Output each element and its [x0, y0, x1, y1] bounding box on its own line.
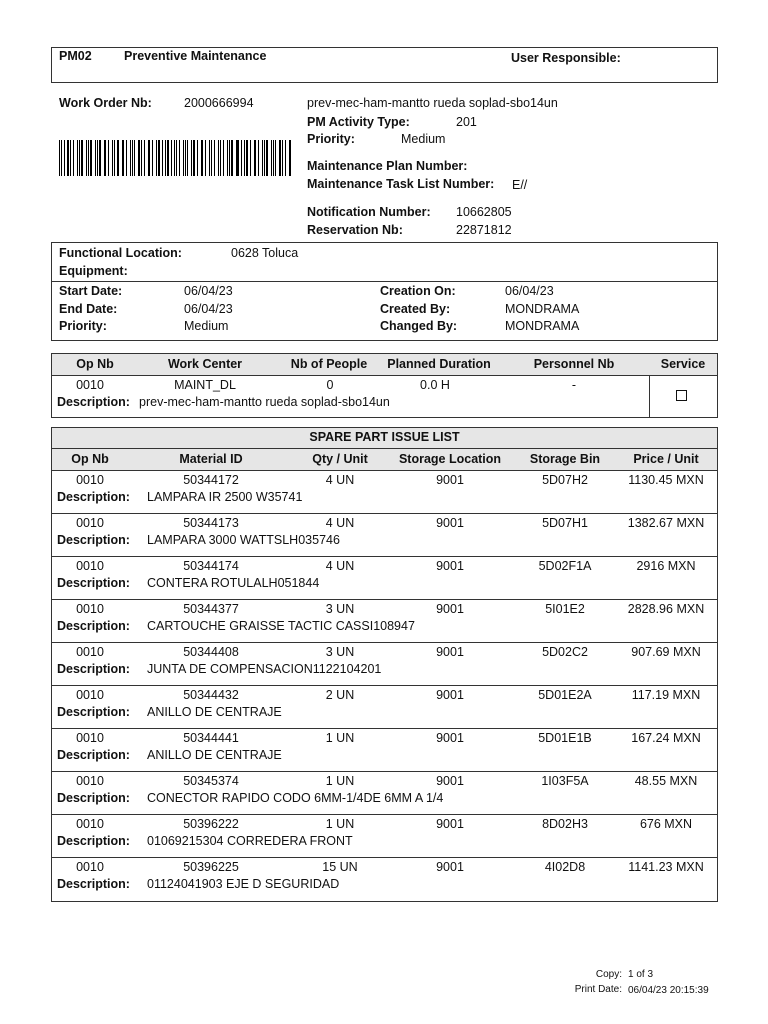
spare-row-description-value: LAMPARA 3000 WATTSLH035746: [147, 533, 340, 547]
spare-row-price: 48.55 MXN: [634, 774, 698, 788]
ops-header-op-nb: Op Nb: [76, 357, 114, 371]
user-responsible-label: User Responsible:: [511, 51, 621, 65]
spare-row-storage-bin: 5D02C2: [542, 645, 588, 659]
created-by-label: Created By:: [380, 302, 451, 316]
spare-row-op-nb: 0010: [76, 817, 104, 831]
spare-row-material-id: 50344174: [183, 559, 239, 573]
barcode-bar: [244, 140, 245, 176]
barcode-bar: [122, 140, 123, 176]
barcode-bar: [79, 140, 80, 176]
spare-row-description-label: Description:: [57, 662, 130, 676]
service-checkbox[interactable]: [676, 390, 687, 401]
spare-row-description-label: Description:: [57, 490, 130, 504]
spare-row-price: 117.19 MXN: [631, 688, 701, 702]
spare-row-op-nb: 0010: [76, 559, 104, 573]
spare-row-storage-bin: 4I02D8: [544, 860, 586, 874]
spare-row-material-id: 50345374: [183, 774, 239, 788]
spare-row-qty: 4 UN: [325, 559, 355, 573]
spare-row-divider: [51, 814, 718, 815]
priority-label: Priority:: [307, 132, 355, 146]
barcode-bar: [64, 140, 65, 176]
barcode-bar: [185, 140, 186, 176]
spare-row-qty: 1 UN: [325, 817, 355, 831]
barcode-bar: [237, 140, 238, 176]
spare-header-material-id: Material ID: [179, 452, 243, 466]
spare-row-op-nb: 0010: [76, 774, 104, 788]
ops-row-people: 0: [326, 378, 334, 392]
spare-row-divider: [51, 728, 718, 729]
spare-row-qty: 2 UN: [325, 688, 355, 702]
ops-header-work-center: Work Center: [167, 357, 243, 371]
spare-parts-title: SPARE PART ISSUE LIST: [309, 430, 460, 444]
spare-row-divider: [51, 513, 718, 514]
barcode-bar: [211, 140, 212, 176]
barcode-bar: [250, 140, 251, 176]
work-order-barcode: [59, 140, 293, 176]
spare-row-storage-location: 9001: [436, 774, 464, 788]
spare-row-description-label: Description:: [57, 791, 130, 805]
barcode-bar: [229, 140, 230, 176]
barcode-bar: [90, 140, 92, 176]
functional-location-value: 0628 Toluca: [231, 246, 299, 260]
barcode-bar: [201, 140, 202, 176]
barcode-bar: [258, 140, 259, 176]
ops-row-personnel: -: [571, 378, 577, 392]
barcode-bar: [141, 140, 142, 176]
service-column-divider: [649, 375, 650, 418]
spare-header-storage-bin: Storage Bin: [529, 452, 601, 466]
barcode-bar: [187, 140, 188, 176]
dates-priority-label: Priority:: [59, 319, 107, 333]
spare-row-divider: [51, 642, 718, 643]
barcode-bar: [271, 140, 272, 176]
spare-row-price: 2828.96 MXN: [627, 602, 705, 616]
spare-row-description-value: LAMPARA IR 2500 W35741: [147, 490, 303, 504]
spare-row-divider: [51, 771, 718, 772]
spare-row-material-id: 50396225: [183, 860, 239, 874]
barcode-bar: [254, 140, 255, 176]
spare-row-op-nb: 0010: [76, 860, 104, 874]
barcode-bar: [97, 140, 98, 176]
spare-row-material-id: 50344172: [183, 473, 239, 487]
end-date-label: End Date:: [59, 302, 118, 316]
task-list-value: E//: [512, 178, 528, 192]
spare-row-storage-bin: 8D02H3: [542, 817, 588, 831]
spare-row-description-value: CONECTOR RAPIDO CODO 6MM-1/4DE 6MM A 1/4: [147, 791, 444, 805]
ops-row-op-nb: 0010: [76, 378, 104, 392]
spare-row-qty: 4 UN: [325, 516, 355, 530]
barcode-bar: [77, 140, 78, 176]
spare-row-material-id: 50344377: [183, 602, 239, 616]
work-order-value: 2000666994: [184, 96, 254, 110]
spare-header-qty: Qty / Unit: [312, 452, 368, 466]
barcode-bar: [117, 140, 119, 176]
spare-row-description-value: ANILLO DE CENTRAJE: [147, 748, 282, 762]
barcode-bar: [179, 140, 180, 176]
spare-row-divider: [51, 857, 718, 858]
barcode-bar: [158, 140, 159, 176]
barcode-bar: [285, 140, 286, 176]
barcode-bar: [95, 140, 96, 176]
spare-row-divider: [51, 685, 718, 686]
barcode-bar: [105, 140, 106, 176]
ops-row-description-label: Description:: [57, 395, 130, 409]
barcode-bar: [290, 140, 291, 176]
barcode-bar: [152, 140, 153, 176]
barcode-bar: [167, 140, 169, 176]
spare-header-price: Price / Unit: [633, 452, 699, 466]
barcode-bar: [223, 140, 224, 176]
barcode-bar: [165, 140, 166, 176]
spare-row-storage-bin: 5D01E1B: [538, 731, 592, 745]
spare-row-storage-bin: 1I03F5A: [541, 774, 589, 788]
spare-row-op-nb: 0010: [76, 688, 104, 702]
barcode-bar: [171, 140, 172, 176]
spare-header-storage-location: Storage Location: [398, 452, 502, 466]
spare-row-storage-location: 9001: [436, 645, 464, 659]
barcode-bar: [104, 140, 105, 176]
spare-row-op-nb: 0010: [76, 602, 104, 616]
spare-row-description-label: Description:: [57, 619, 130, 633]
ops-row-description-value: prev-mec-ham-mantto rueda soplad-sbo14un: [139, 395, 390, 409]
equipment-label: Equipment:: [59, 264, 128, 278]
functional-location-label: Functional Location:: [59, 246, 182, 260]
spare-row-material-id: 50344441: [183, 731, 239, 745]
spare-row-storage-location: 9001: [436, 860, 464, 874]
spare-row-storage-bin: 5D07H1: [542, 516, 588, 530]
spare-row-price: 2916 MXN: [636, 559, 696, 573]
spare-row-storage-bin: 5D07H2: [542, 473, 588, 487]
copy-label: Copy:: [595, 969, 622, 980]
barcode-bar: [148, 140, 149, 176]
changed-by-label: Changed By:: [380, 319, 458, 333]
barcode-bar: [202, 140, 203, 176]
spare-row-op-nb: 0010: [76, 731, 104, 745]
barcode-bar: [86, 140, 87, 176]
spare-row-qty: 1 UN: [325, 731, 355, 745]
spare-header-divider: [51, 470, 718, 471]
location-divider: [51, 281, 718, 282]
barcode-bar: [59, 140, 60, 176]
barcode-bar: [273, 140, 274, 176]
spare-row-description-label: Description:: [57, 533, 130, 547]
barcode-bar: [130, 140, 131, 176]
spare-row-description-label: Description:: [57, 877, 130, 891]
spare-row-description-value: 01124041903 EJE D SEGURIDAD: [147, 877, 340, 891]
spare-row-qty: 1 UN: [325, 774, 355, 788]
pm-activity-value: 201: [456, 115, 477, 129]
barcode-bar: [255, 140, 256, 176]
spare-row-divider: [51, 556, 718, 557]
barcode-bar: [134, 140, 135, 176]
spare-row-price: 907.69 MXN: [631, 645, 701, 659]
reservation-label: Reservation Nb:: [307, 223, 403, 237]
barcode-bar: [73, 140, 74, 176]
work-order-description: prev-mec-ham-mantto rueda soplad-sbo14un: [307, 96, 558, 110]
spare-row-material-id: 50344173: [183, 516, 239, 530]
barcode-bar: [126, 140, 127, 176]
barcode-bar: [227, 140, 228, 176]
spare-row-storage-location: 9001: [436, 473, 464, 487]
created-by-value: MONDRAMA: [505, 302, 580, 316]
barcode-bar: [275, 140, 276, 176]
start-date-label: Start Date:: [59, 284, 123, 298]
ops-header-personnel: Personnel Nb: [533, 357, 615, 371]
priority-value: Medium: [401, 132, 446, 146]
spare-row-op-nb: 0010: [76, 645, 104, 659]
barcode-bar: [70, 140, 72, 176]
barcode-bar: [209, 140, 210, 176]
spare-row-description-value: JUNTA DE COMPENSACION1122104201: [147, 662, 382, 676]
spare-row-price: 167.24 MXN: [631, 731, 701, 745]
barcode-bar: [88, 140, 89, 176]
maintenance-plan-label: Maintenance Plan Number:: [307, 159, 468, 173]
barcode-bar: [289, 140, 290, 176]
barcode-bar: [205, 140, 206, 176]
barcode-bar: [264, 140, 265, 176]
ops-row-duration: 0.0 H: [420, 378, 450, 392]
barcode-bar: [236, 140, 237, 176]
spare-row-material-id: 50344432: [183, 688, 239, 702]
spare-row-storage-location: 9001: [436, 731, 464, 745]
spare-row-price: 1141.23 MXN: [628, 860, 704, 874]
creation-on-value: 06/04/23: [505, 284, 554, 298]
barcode-bar: [220, 140, 221, 176]
creation-on-label: Creation On:: [380, 284, 456, 298]
spare-row-description-value: CONTERA ROTULALH051844: [147, 576, 320, 590]
copy-value: 1 of 3: [628, 969, 654, 980]
spare-row-description-label: Description:: [57, 705, 130, 719]
reservation-value: 22871812: [456, 223, 512, 237]
spare-row-storage-bin: 5I01E2: [545, 602, 585, 616]
ops-header-people: Nb of People: [290, 357, 368, 371]
print-date-label: Print Date:: [574, 984, 622, 995]
spare-row-qty: 4 UN: [325, 473, 355, 487]
barcode-bar: [156, 140, 157, 176]
barcode-bar: [123, 140, 124, 176]
pm-activity-label: PM Activity Type:: [307, 115, 410, 129]
task-list-label: Maintenance Task List Number:: [307, 177, 495, 191]
spare-row-description-value: ANILLO DE CENTRAJE: [147, 705, 282, 719]
spare-row-description-value: CARTOUCHE GRAISSE TACTIC CASSI108947: [147, 619, 415, 633]
ops-header-duration: Planned Duration: [387, 357, 491, 371]
barcode-bar: [67, 140, 68, 176]
barcode-bar: [99, 140, 100, 176]
dates-priority-value: Medium: [184, 319, 229, 333]
notification-label: Notification Number:: [307, 205, 431, 219]
spare-row-storage-location: 9001: [436, 516, 464, 530]
barcode-bar: [193, 140, 195, 176]
changed-by-value: MONDRAMA: [505, 319, 580, 333]
document-title: Preventive Maintenance: [124, 49, 267, 63]
spare-row-divider: [51, 599, 718, 600]
barcode-bar: [162, 140, 163, 176]
spare-row-qty: 15 UN: [322, 860, 358, 874]
barcode-bar: [176, 140, 177, 176]
spare-row-price: 676 MXN: [639, 817, 693, 831]
barcode-bar: [61, 140, 62, 176]
spare-row-op-nb: 0010: [76, 516, 104, 530]
barcode-bar: [81, 140, 82, 176]
operations-header-divider: [51, 375, 718, 376]
spare-row-storage-location: 9001: [436, 688, 464, 702]
barcode-bar: [197, 140, 198, 176]
barcode-bar: [108, 140, 109, 176]
barcode-bar: [218, 140, 220, 176]
notification-value: 10662805: [456, 205, 512, 219]
ops-header-service: Service: [660, 357, 706, 371]
barcode-bar: [174, 140, 175, 176]
spare-row-op-nb: 0010: [76, 473, 104, 487]
print-date-value: 06/04/23 20:15:39: [628, 985, 709, 996]
barcode-bar: [262, 140, 263, 176]
spare-row-description-value: 01069215304 CORREDERA FRONT: [147, 834, 353, 848]
start-date-value: 06/04/23: [184, 284, 233, 298]
spare-row-price: 1382.67 MXN: [627, 516, 705, 530]
barcode-bar: [214, 140, 215, 176]
barcode-bar: [279, 140, 281, 176]
barcode-bar: [138, 140, 140, 176]
ops-row-work-center: MAINT_DL: [174, 378, 236, 392]
spare-row-storage-location: 9001: [436, 559, 464, 573]
spare-row-storage-location: 9001: [436, 602, 464, 616]
barcode-bar: [231, 140, 232, 176]
spare-header-op-nb: Op Nb: [71, 452, 109, 466]
barcode-bar: [114, 140, 115, 176]
spare-row-qty: 3 UN: [325, 645, 355, 659]
spare-row-description-label: Description:: [57, 576, 130, 590]
barcode-bar: [241, 140, 242, 176]
barcode-bar: [149, 140, 150, 176]
spare-row-description-label: Description:: [57, 748, 130, 762]
barcode-bar: [282, 140, 283, 176]
spare-row-storage-bin: 5D01E2A: [538, 688, 592, 702]
spare-row-storage-bin: 5D02F1A: [538, 559, 592, 573]
end-date-value: 06/04/23: [184, 302, 233, 316]
barcode-bar: [183, 140, 184, 176]
spare-row-description-label: Description:: [57, 834, 130, 848]
spare-title-divider: [51, 448, 718, 449]
barcode-bar: [112, 140, 113, 176]
spare-row-material-id: 50344408: [183, 645, 239, 659]
barcode-bar: [132, 140, 133, 176]
barcode-bar: [246, 140, 248, 176]
spare-row-storage-location: 9001: [436, 817, 464, 831]
barcode-bar: [191, 140, 192, 176]
spare-row-qty: 3 UN: [325, 602, 355, 616]
barcode-bar: [266, 140, 267, 176]
spare-row-price: 1130.45 MXN: [628, 473, 704, 487]
work-order-label: Work Order Nb:: [59, 96, 152, 110]
order-type-code: PM02: [59, 49, 92, 63]
spare-row-material-id: 50396222: [183, 817, 239, 831]
barcode-bar: [144, 140, 145, 176]
